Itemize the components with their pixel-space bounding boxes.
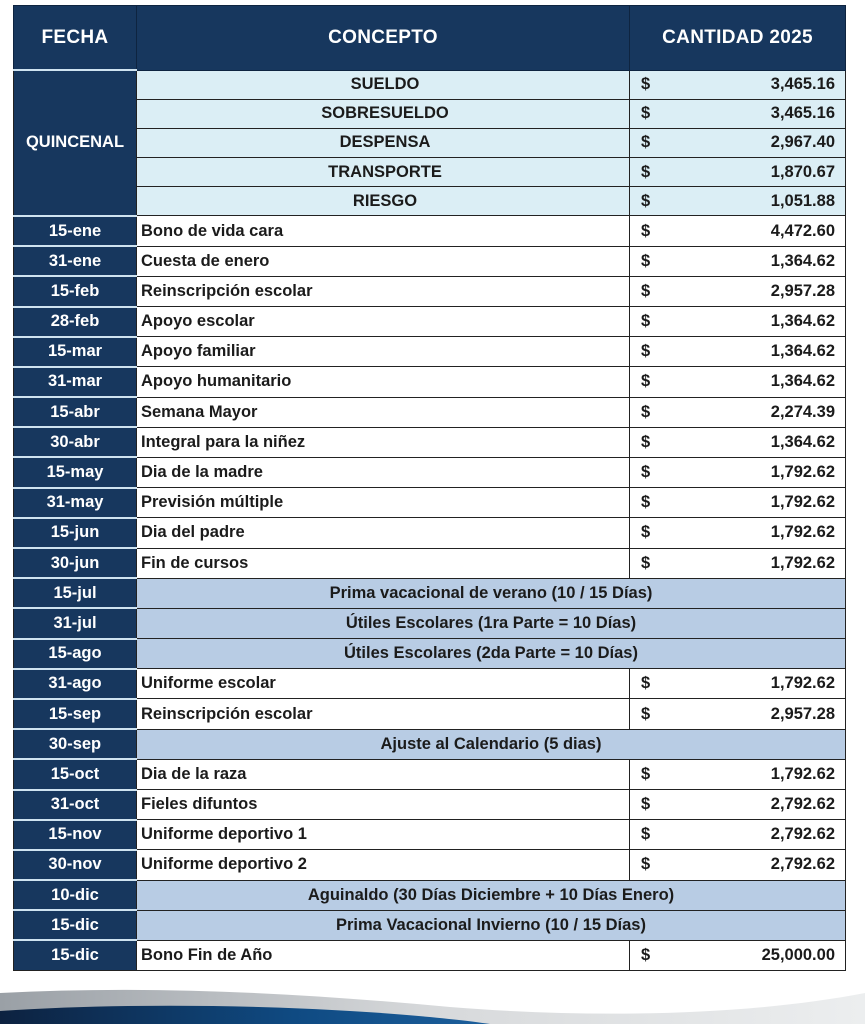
currency-symbol: $ [641, 523, 651, 542]
amount-cell [630, 427, 846, 457]
amount-value: 2,957.28 [770, 704, 835, 723]
concept-cell: Reinscripción escolar [137, 699, 630, 729]
concept-cell: Uniforme deportivo 1 [137, 820, 630, 850]
amount-cell [630, 246, 846, 276]
currency-symbol: $ [641, 251, 651, 270]
quincenal-row [14, 99, 846, 128]
merged-concept-cell: Prima Vacacional Invierno (10 / 15 Días) [137, 910, 846, 940]
currency-symbol: $ [641, 553, 651, 572]
table-row [14, 759, 846, 789]
table-row [14, 397, 846, 427]
amount-value: 3,465.16 [770, 104, 835, 123]
currency-symbol: $ [641, 463, 651, 482]
table-body [14, 70, 846, 970]
concept-cell: Apoyo familiar [137, 337, 630, 367]
table-row [14, 307, 846, 337]
amount-cell [630, 216, 846, 246]
amount-value: 1,364.62 [770, 342, 835, 361]
date-cell: 15-abr [14, 397, 137, 427]
amount-cell [630, 397, 846, 427]
concept-cell: Dia de la raza [137, 759, 630, 789]
date-cell: 15-dic [14, 940, 137, 970]
table-row [14, 367, 846, 397]
amount-cell [630, 548, 846, 578]
amount-cell [630, 940, 846, 970]
currency-symbol: $ [641, 704, 651, 723]
table-row [14, 488, 846, 518]
table-row [14, 427, 846, 457]
header-cantidad: CANTIDAD 2025 [630, 6, 846, 71]
amount-value: 1,364.62 [770, 312, 835, 331]
table-row [14, 216, 846, 246]
date-cell: 15-jun [14, 518, 137, 548]
currency-symbol: $ [641, 104, 651, 123]
date-cell: 31-mar [14, 367, 137, 397]
date-cell: 31-jul [14, 608, 137, 638]
currency-symbol: $ [641, 162, 651, 181]
currency-symbol: $ [641, 493, 651, 512]
concept-cell: Dia del padre [137, 518, 630, 548]
date-cell: 30-jun [14, 548, 137, 578]
table-row [14, 699, 846, 729]
amount-value: 1,870.67 [770, 162, 835, 181]
currency-symbol: $ [641, 674, 651, 693]
table-row [14, 850, 846, 880]
amount-value: 1,792.62 [770, 463, 835, 482]
table-row [14, 518, 846, 548]
table-row [14, 457, 846, 487]
amount-cell [630, 158, 846, 187]
amount-cell [630, 457, 846, 487]
date-cell: 15-sep [14, 699, 137, 729]
amount-cell [630, 70, 846, 99]
table-row [14, 276, 846, 306]
concept-cell: Integral para la niñez [137, 427, 630, 457]
date-cell: 10-dic [14, 880, 137, 910]
currency-symbol: $ [641, 795, 651, 814]
header-concepto: CONCEPTO [137, 6, 630, 71]
merged-concept-cell: Prima vacacional de verano (10 / 15 Días) [137, 578, 846, 608]
merged-concept-cell: Útiles Escolares (1ra Parte = 10 Días) [137, 608, 846, 638]
date-cell: 15-dic [14, 910, 137, 940]
concept-cell: Fieles difuntos [137, 790, 630, 820]
date-cell: 30-abr [14, 427, 137, 457]
header-row [14, 6, 846, 71]
amount-value: 25,000.00 [761, 945, 835, 964]
concept-cell: Uniforme escolar [137, 669, 630, 699]
concept-cell: Reinscripción escolar [137, 276, 630, 306]
currency-symbol: $ [641, 221, 651, 240]
currency-symbol: $ [641, 432, 651, 451]
header-fecha: FECHA [14, 6, 137, 71]
date-cell: 31-oct [14, 790, 137, 820]
payment-calendar-table [13, 5, 846, 971]
amount-value: 3,465.16 [770, 75, 835, 94]
merged-concept-cell: Útiles Escolares (2da Parte = 10 Días) [137, 639, 846, 669]
concept-cell: SOBRESUELDO [137, 99, 630, 128]
amount-value: 2,792.62 [770, 825, 835, 844]
quincenal-label: QUINCENAL [14, 70, 137, 216]
date-cell: 15-oct [14, 759, 137, 789]
amount-cell [630, 307, 846, 337]
amount-cell [630, 128, 846, 157]
amount-value: 1,792.62 [770, 523, 835, 542]
table-row [14, 790, 846, 820]
concept-cell: Uniforme deportivo 2 [137, 850, 630, 880]
quincenal-row [14, 187, 846, 216]
amount-value: 2,957.28 [770, 281, 835, 300]
date-cell: 30-nov [14, 850, 137, 880]
merged-concept-cell: Aguinaldo (30 Días Diciembre + 10 Días Enero) [137, 880, 846, 910]
currency-symbol: $ [641, 281, 651, 300]
amount-cell [630, 699, 846, 729]
table-row [14, 820, 846, 850]
amount-cell [630, 820, 846, 850]
currency-symbol: $ [641, 191, 651, 210]
amount-value: 1,792.62 [770, 764, 835, 783]
currency-symbol: $ [641, 855, 651, 874]
amount-value: 4,472.60 [770, 221, 835, 240]
merged-concept-cell: Ajuste al Calendario (5 dias) [137, 729, 846, 759]
currency-symbol: $ [641, 342, 651, 361]
table-row [14, 669, 846, 699]
currency-symbol: $ [641, 372, 651, 391]
amount-value: 2,967.40 [770, 133, 835, 152]
table-row [14, 729, 846, 759]
table-row [14, 548, 846, 578]
quincenal-row [14, 70, 846, 99]
currency-symbol: $ [641, 75, 651, 94]
amount-cell [630, 790, 846, 820]
amount-value: 2,792.62 [770, 795, 835, 814]
amount-cell [630, 187, 846, 216]
concept-cell: Cuesta de enero [137, 246, 630, 276]
date-cell: 15-mar [14, 337, 137, 367]
date-cell: 28-feb [14, 307, 137, 337]
amount-cell [630, 518, 846, 548]
concept-cell: Apoyo humanitario [137, 367, 630, 397]
amount-value: 2,792.62 [770, 855, 835, 874]
date-cell: 15-ene [14, 216, 137, 246]
quincenal-row [14, 158, 846, 187]
currency-symbol: $ [641, 312, 651, 331]
date-cell: 15-ago [14, 639, 137, 669]
date-cell: 31-ene [14, 246, 137, 276]
concept-cell: Fin de cursos [137, 548, 630, 578]
table-row [14, 910, 846, 940]
date-cell: 15-may [14, 457, 137, 487]
table-row [14, 246, 846, 276]
concept-cell: DESPENSA [137, 128, 630, 157]
amount-value: 1,792.62 [770, 553, 835, 572]
amount-value: 1,364.62 [770, 432, 835, 451]
table-row [14, 578, 846, 608]
amount-value: 1,364.62 [770, 372, 835, 391]
concept-cell: Apoyo escolar [137, 307, 630, 337]
concept-cell: Dia de la madre [137, 457, 630, 487]
concept-cell: Semana Mayor [137, 397, 630, 427]
date-cell: 15-jul [14, 578, 137, 608]
concept-cell: Previsión múltiple [137, 488, 630, 518]
table-row [14, 337, 846, 367]
concept-cell: Bono Fin de Año [137, 940, 630, 970]
amount-cell [630, 759, 846, 789]
concept-cell: TRANSPORTE [137, 158, 630, 187]
table-row [14, 639, 846, 669]
currency-symbol: $ [641, 133, 651, 152]
date-cell: 30-sep [14, 729, 137, 759]
amount-cell [630, 669, 846, 699]
quincenal-row [14, 128, 846, 157]
currency-symbol: $ [641, 945, 651, 964]
amount-cell [630, 488, 846, 518]
table-row [14, 940, 846, 970]
date-cell: 15-nov [14, 820, 137, 850]
amount-value: 1,364.62 [770, 251, 835, 270]
amount-cell [630, 337, 846, 367]
date-cell: 15-feb [14, 276, 137, 306]
amount-value: 1,792.62 [770, 493, 835, 512]
concept-cell: SUELDO [137, 70, 630, 99]
amount-value: 1,792.62 [770, 674, 835, 693]
amount-cell [630, 367, 846, 397]
date-cell: 31-ago [14, 669, 137, 699]
amount-value: 1,051.88 [770, 191, 835, 210]
footer-wave-decoration [0, 985, 865, 1024]
table-row [14, 880, 846, 910]
currency-symbol: $ [641, 402, 651, 421]
concept-cell: Bono de vida cara [137, 216, 630, 246]
concept-cell: RIESGO [137, 187, 630, 216]
currency-symbol: $ [641, 825, 651, 844]
amount-cell [630, 276, 846, 306]
amount-cell [630, 99, 846, 128]
date-cell: 31-may [14, 488, 137, 518]
amount-cell [630, 850, 846, 880]
amount-value: 2,274.39 [770, 402, 835, 421]
currency-symbol: $ [641, 764, 651, 783]
table-row [14, 608, 846, 638]
